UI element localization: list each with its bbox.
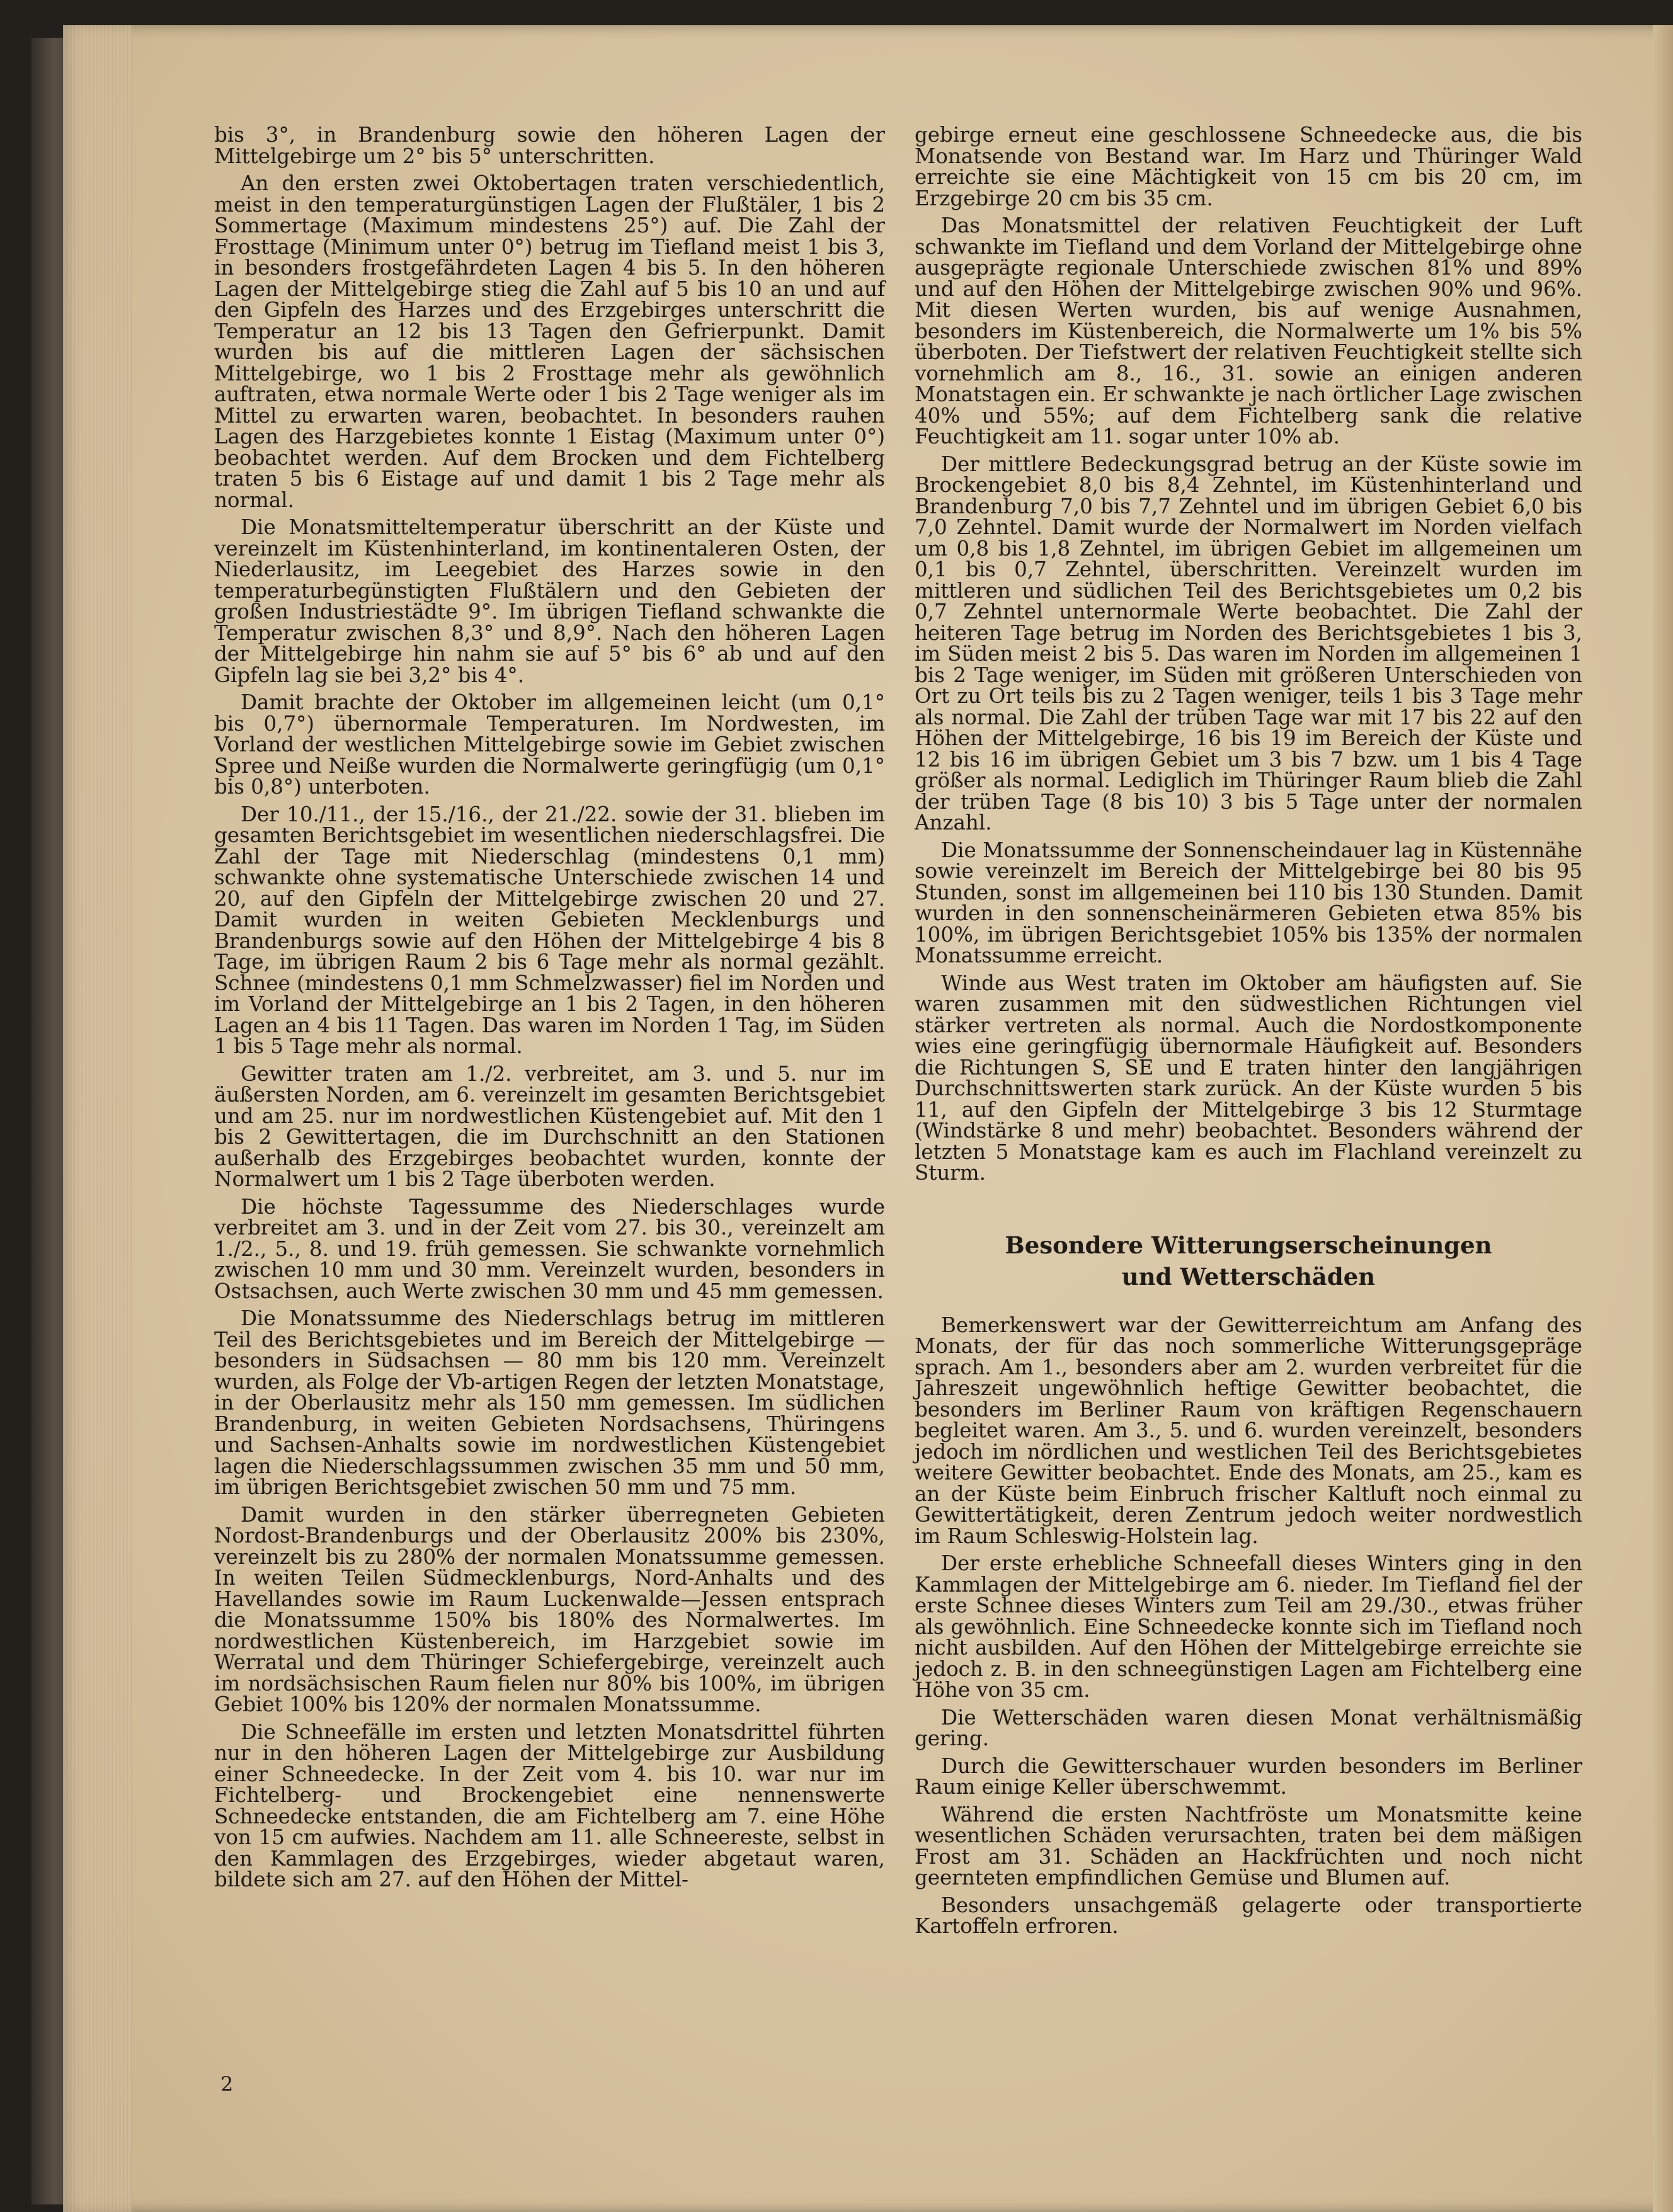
paragraph: Während die ersten Nachtfröste um Monatsmitte keine wesentlichen Schäden verursachten, traten bei dem mäßigen Frost am 31. Schäden an Hackfrüchten und noch nicht geernteten empfindlichen Gemüse und Blumen auf.	[915, 1802, 1582, 1890]
paragraph: Besonders unsachgemäß gelagerte oder transportierte Kartoffeln erfroren.	[915, 1893, 1582, 1938]
section-heading	[915, 1229, 1582, 1292]
paragraph: Die Schneefälle im ersten und letzten Monatsdrittel führten nur in den höheren Lagen der Mittelgebirge zur Ausbildung einer Schneedecke. In der Zeit vom 4. bis 10. war nur im Fichtelberg- und Brockengebiet eine nennenswerte Schneedecke entstanden, die am Fichtelberg am 7. eine Höhe von 15 cm aufwies. Nachdem am 11. alle Schneereste, selbst in den Kammlagen des Erzgebirges, wieder abgetaut waren, bildete sich am 27. auf den Höhen der Mittel-	[214, 1719, 885, 1891]
section-heading-line: und Wetterschäden	[1121, 1262, 1376, 1291]
page-edges	[63, 25, 132, 2212]
paragraph: An den ersten zwei Oktobertagen traten verschiedentlich, meist in den temperaturgünstigen Lagen der Flußtäler, 1 bis 2 Sommertage (Maximum mindestens 25°) auf. Die Zahl der Frosttage (Minimum unter 0°) betrug im Tiefland meist 1 bis 3, in besonders frostgefährdeten Lagen 4 bis 5. In den höheren Lagen der Mittelgebirge stieg die Zahl auf 5 bis 10 an und auf den Gipfeln des Harzes und des Erzgebirges unterschritt die Temperatur an 12 bis 13 Tagen den Gefrierpunkt. Damit wurden bis auf die mittleren Lagen der sächsischen Mittelgebirge, wo 1 bis 2 Frosttage mehr als gewöhnlich auftraten, etwa normale Werte oder 1 bis 2 Tage weniger als im Mittel zu erwarten waren, beobachtet. In besonders rauhen Lagen des Harzgebietes konnte 1 Eistag (Maximum unter 0°) beobachtet werden. Auf dem Brocken und dem Fichtelberg traten 5 bis 6 Eistage auf und damit 1 bis 2 Tage mehr als normal.	[214, 171, 885, 512]
paragraph: gebirge erneut eine geschlossene Schneedecke aus, die bis Monatsende von Bestand war. Im Harz und Thüringer Wald erreichte sie eine Mächtigkeit von 15 cm bis 20 cm, im Erzgebirge 20 cm bis 35 cm.	[915, 123, 1582, 210]
paragraph: Der 10./11., der 15./16., der 21./22. sowie der 31. blieben im gesamten Berichtsgebiet im wesentlichen niederschlagsfrei. Die Zahl der Tage mit Niederschlag (mindestens 0,1 mm) schwankte ohne systematische Unterschiede zwischen 14 und 20, auf den Gipfeln der Mittelgebirge zwischen 20 und 27. Damit wurden in weiten Gebieten Mecklenburgs und Brandenburgs sowie auf den Höhen der Mittelgebirge 4 bis 8 Tage, im übrigen Raum 2 bis 6 Tage mehr als normal gezählt. Schnee (mindestens 0,1 mm Schmelzwasser) fiel im Norden und im Vorland der Mittelgebirge an 1 bis 2 Tagen, in den höheren Lagen an 4 bis 11 Tagen. Das waren im Norden 1 Tag, im Süden 1 bis 5 Tage mehr als normal.	[214, 802, 885, 1058]
left-column	[214, 125, 885, 1897]
paragraph: Damit brachte der Oktober im allgemeinen leicht (um 0,1° bis 0,7°) übernormale Temperaturen. Im Nordwesten, im Vorland der westlichen Mittelgebirge sowie im Gebiet zwischen Spree und Neiße wurden die Normalwerte geringfügig (um 0,1° bis 0,8°) unterboten.	[214, 690, 885, 799]
right-column	[915, 125, 1582, 1944]
paragraph: Die Wetterschäden waren diesen Monat verhältnismäßig gering.	[915, 1705, 1582, 1750]
paragraph: Der mittlere Bedeckungsgrad betrug an der Küste sowie im Brockengebiet 8,0 bis 8,4 Zehntel, im Küstenhinterland und Brandenburg 7,0 bis 7,7 Zehntel und im übrigen Gebiet 6,0 bis 7,0 Zehntel. Damit wurde der Normalwert im Norden vielfach um 0,8 bis 1,8 Zehntel, im übrigen Gebiet im allgemeinen um 0,1 bis 0,7 Zehntel, überschritten. Vereinzelt wurden im mittleren und südlichen Teil des Berichtsgebietes um 0,2 bis 0,7 Zehntel unternormale Werte beobachtet. Die Zahl der heiteren Tage betrug im Norden des Berichtsgebietes 1 bis 3, im Süden meist 2 bis 5. Das waren im Norden im allgemeinen 1 bis 2 Tage weniger, im Süden mit größeren Unterschieden von Ort zu Ort teils bis zu 2 Tagen weniger, teils 1 bis 3 Tage mehr als normal. Die Zahl der trüben Tage war mit 17 bis 22 auf den Höhen der Mittelgebirge, 16 bis 19 im Bereich der Küste und 12 bis 16 im übrigen Gebiet um 3 bis 7 bzw. um 1 bis 4 Tage größer als normal. Lediglich im Thüringer Raum blieb die Zahl der trüben Tage (8 bis 10) 3 bis 5 Tage unter der normalen Anzahl.	[915, 452, 1582, 835]
paragraph: Die Monatsmitteltemperatur überschritt an der Küste und vereinzelt im Küstenhinterland, im kontinentaleren Osten, der Niederlausitz, im Leegebiet des Harzes sowie in den temperaturbegünstigten Flußtälern und den Gebieten der großen Industriestädte 9°. Im übrigen Tiefland schwankte die Temperatur zwischen 8,3° und 8,9°. Nach den höheren Lagen der Mittelgebirge hin nahm sie auf 5° bis 6° ab und auf den Gipfeln lag sie bei 3,2° bis 4°.	[214, 515, 885, 687]
paragraph: Die Monatssumme der Sonnenscheindauer lag in Küstennähe sowie vereinzelt im Bereich der Mittelgebirge bei 80 bis 95 Stunden, sonst im allgemeinen bei 110 bis 130 Stunden. Damit wurden in den sonnenscheinärmeren Gebieten etwa 85% bis 100%, im übrigen Berichtsgebiet 105% bis 135% der normalen Monatssumme erreicht.	[915, 838, 1582, 967]
paragraph: Das Monatsmittel der relativen Feuchtigkeit der Luft schwankte im Tiefland und dem Vorland der Mittelgebirge ohne ausgeprägte regionale Unterschiede zwischen 81% und 89% und auf den Höhen der Mittelgebirge zwischen 90% und 96%. Mit diesen Werten wurden, bis auf wenige Ausnahmen, besonders im Küstenbereich, die Normalwerte um 1% bis 5% überboten. Der Tiefstwert der relativen Feuchtigkeit stellte sich vornehmlich am 8., 16., 31. sowie an einigen anderen Monatstagen ein. Er schwankte je nach örtlicher Lage zwischen 40% und 55%; auf dem Fichtelberg sank die relative Feuchtigkeit am 11. sogar unter 10% ab.	[915, 214, 1582, 448]
paragraph: Gewitter traten am 1./2. verbreitet, am 3. und 5. nur im äußersten Norden, am 6. vereinzelt im gesamten Berichtsgebiet und am 25. nur im nordwestlichen Küstengebiet auf. Mit den 1 bis 2 Gewittertagen, die im Durchschnitt an den Stationen außerhalb des Erzgebirges beobachtet wurden, konnte der Normalwert um 1 bis 2 Tage überboten werden.	[214, 1061, 885, 1191]
paragraph: Durch die Gewitterschauer wurden besonders im Berliner Raum einige Keller überschwemmt.	[915, 1753, 1582, 1799]
paragraph: bis 3°, in Brandenburg sowie den höheren Lagen der Mittelgebirge um 2° bis 5° unterschritten.	[214, 123, 885, 168]
paragraph: Winde aus West traten im Oktober am häufigsten auf. Sie waren zusammen mit den südwestlichen Richtungen viel stärker vertreten als normal. Auch die Nordostkomponente wies eine geringfügig übernormale Häufigkeit auf. Besonders die Richtungen S, SE und E traten hinter den langjährigen Durchschnittswerten stark zurück. An der Küste wurden 5 bis 11, auf den Gipfeln der Mittelgebirge 3 bis 12 Sturmtage (Windstärke 8 und mehr) beobachtet. Besonders während der letzten 5 Monatstage kam es auch im Flachland vereinzelt zu Sturm.	[915, 971, 1582, 1185]
paragraph: Damit wurden in den stärker überregneten Gebieten Nordost-Brandenburgs und der Oberlausitz 200% bis 230%, vereinzelt bis zu 280% der normalen Monatssumme gemessen. In weiten Teilen Südmecklenburgs, Nord-Anhalts und des Havellandes sowie im Raum Luckenwalde—Jessen entsprach die Monatssumme 150% bis 180% des Normalwertes. Im nordwestlichen Küstenbereich, im Harzgebiet sowie im Werratal und dem Thüringer Schiefergebirge, vereinzelt auch im nordsächsischen Raum fielen nur 80% bis 100%, im übrigen Gebiet 100% bis 120% der normalen Monatssumme.	[214, 1502, 885, 1716]
paragraph: Der erste erhebliche Schneefall dieses Winters ging in den Kammlagen der Mittelgebirge am 6. nieder. Im Tiefland fiel der erste Schnee dieses Winters zum Teil am 29./30., etwas früher als gewöhnlich. Eine Schneedecke konnte sich im Tiefland noch nicht ausbilden. Auf den Höhen der Mittelgebirge erreichte sie jedoch z. B. in den schneegünstigen Lagen am Fichtelberg eine Höhe von 35 cm.	[915, 1551, 1582, 1702]
section-heading-line: Besondere Witterungserscheinungen	[1005, 1231, 1492, 1259]
paragraph: Bemerkenswert war der Gewitterreichtum am Anfang des Monats, der für das noch sommerliche Witterungsgepräge sprach. Am 1., besonders aber am 2. wurden verbreitet für die Jahreszeit ungewöhnlich heftige Gewitter beobachtet, die besonders im Berliner Raum von kräftigen Regenschauern begleitet waren. Am 3., 5. und 6. wurden vereinzelt, besonders jedoch im nördlichen und westlichen Teil des Berichtsgebietes weitere Gewitter beobachtet. Ende des Monats, am 25., kam es an der Küste beim Einbruch frischer Kaltluft noch einmal zu Gewittertätigkeit, deren Zentrum jedoch weiter nordwestlich im Raum Schleswig-Holstein lag.	[915, 1313, 1582, 1548]
page-number: 2	[220, 2072, 234, 2096]
facing-page-edge	[1653, 25, 1673, 2212]
paragraph: Die höchste Tagessumme des Niederschlages wurde verbreitet am 3. und in der Zeit vom 27. bis 30., vereinzelt am 1./2., 5., 8. und 19. früh gemessen. Sie schwankte vornehmlich zwischen 10 mm und 30 mm. Vereinzelt wurden, besonders in Ostsachsen, auch Werte zwischen 30 mm und 45 mm gemessen.	[214, 1194, 885, 1303]
paragraph: Die Monatssumme des Niederschlags betrug im mittleren Teil des Berichtsgebietes und im Bereich der Mittelgebirge — besonders in Südsachsen — 80 mm bis 120 mm. Vereinzelt wurden, als Folge der Vb-artigen Regen der letzten Monatstage, in der Oberlausitz mehr als 150 mm gemessen. Im südlichen Brandenburg, in weiten Gebieten Nordsachsens, Thüringens und Sachsen-Anhalts sowie im nordwestlichen Küstengebiet lagen die Niederschlagssummen zwischen 35 mm und 50 mm, im übrigen Berichtsgebiet zwischen 50 mm und 75 mm.	[214, 1306, 885, 1499]
